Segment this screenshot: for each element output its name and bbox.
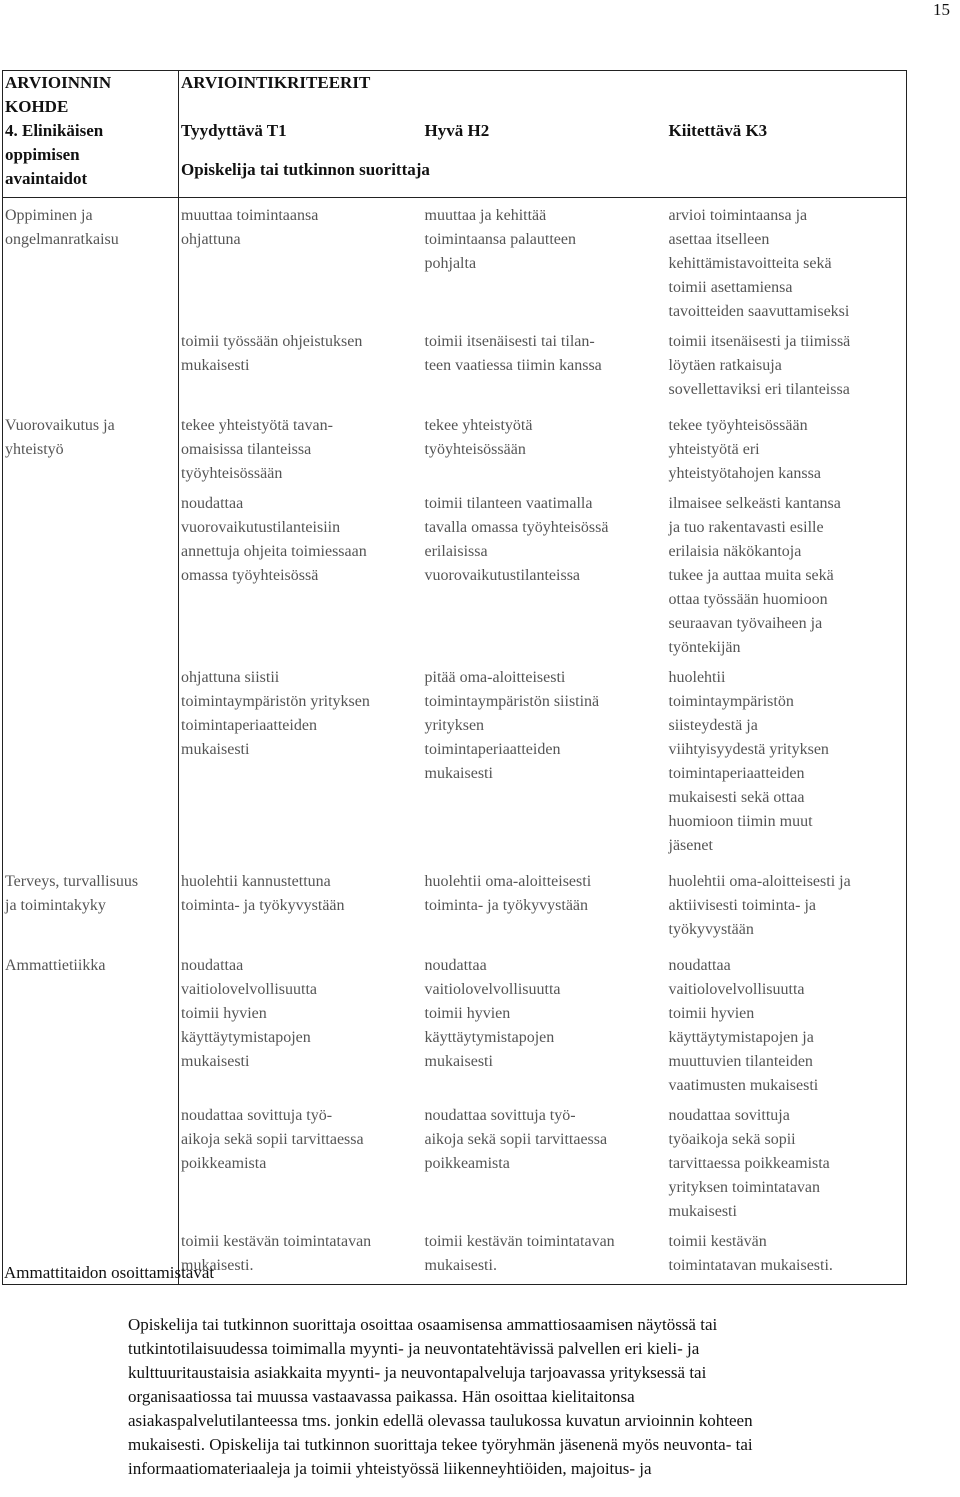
- criteria-line: vaitiolovelvollisuutta: [668, 981, 805, 998]
- criteria-k3: [667, 408, 907, 492]
- assessment-target-label: [3, 864, 179, 948]
- criteria-line: toimii hyvien: [668, 1005, 755, 1022]
- criteria-line: erilaisia näkökantoja: [668, 543, 802, 560]
- level-header-3: Kiitettävä K3: [668, 121, 768, 140]
- criteria-h2: [423, 330, 667, 408]
- criteria-line: toimii itsenäisesti ja tiimissä: [668, 333, 851, 350]
- criteria-h2: [423, 408, 667, 492]
- criteria-k3: [667, 1230, 907, 1285]
- criteria-line: mukaisesti: [181, 741, 250, 758]
- criteria-line: tukee ja auttaa muita sekä: [668, 567, 834, 584]
- label-line: Oppiminen ja: [5, 207, 93, 224]
- criteria-line: mukaisesti: [181, 357, 250, 374]
- criteria-line: poikkeamista: [181, 1155, 267, 1172]
- criteria-line: toimintaansa palautteen: [424, 231, 576, 248]
- paragraph-line: kulttuuritaustaisia asiakkaita myynti- ja neuvontapalveluja tarjoavassa yrityksessä tai: [128, 1363, 707, 1382]
- criteria-line: noudattaa: [181, 495, 244, 512]
- criteria-line: toimintaperiaatteiden: [424, 741, 561, 758]
- criteria-line: yhteistyötä eri: [668, 441, 760, 458]
- criteria-line: ottaa työssään huomioon: [668, 591, 828, 608]
- criteria-line: toimintatavan mukaisesti.: [668, 1257, 833, 1274]
- assessment-target-header: [3, 71, 179, 120]
- paragraph-line: Opiskelija tai tutkinnon suorittaja osoittaa osaamisensa ammattiosaamisen näytössä tai: [128, 1315, 718, 1334]
- criteria-line: poikkeamista: [424, 1155, 510, 1172]
- criteria-line: toimii työssään ohjeistuksen: [181, 333, 363, 350]
- header-text: KOHDE: [5, 97, 69, 116]
- criteria-line: tekee yhteistyötä: [424, 417, 533, 434]
- assessment-target-label: [3, 198, 179, 409]
- criteria-line: ja tuo rakentavasti esille: [668, 519, 824, 536]
- criteria-k3: [667, 330, 907, 408]
- criteria-h2: [423, 492, 667, 666]
- header-row-1: [3, 71, 907, 120]
- criteria-line: mukaisesti: [668, 1203, 737, 1220]
- criteria-h2: [423, 1104, 667, 1230]
- criteria-line: toimintaympäristön: [668, 693, 794, 710]
- label-line: Ammattietiikka: [5, 957, 106, 974]
- criteria-h2: [423, 198, 667, 331]
- criteria-line: aktiivisesti toiminta- ja: [668, 897, 817, 914]
- criteria-k3: [667, 948, 907, 1104]
- criteria-line: mukaisesti.: [424, 1257, 497, 1274]
- criteria-line: pohjalta: [424, 255, 477, 272]
- label-line: Vuorovaikutus ja: [5, 417, 115, 434]
- criteria-line: toimii tilanteen vaatimalla: [424, 495, 593, 512]
- footer-heading: Ammattitaidon osoittamistavat: [4, 1263, 215, 1282]
- criteria-row: [3, 408, 907, 492]
- criteria-line: noudattaa: [181, 957, 244, 974]
- header-row-2: [3, 119, 907, 158]
- criteria-line: toiminta- ja työkyvystään: [424, 897, 589, 914]
- criteria-line: yhteistyötahojen kanssa: [668, 465, 821, 482]
- criteria-line: muuttaa ja kehittää: [424, 207, 547, 224]
- criteria-t1: [179, 948, 423, 1104]
- criteria-k3: [667, 666, 907, 864]
- criteria-line: käyttäytymistapojen: [424, 1029, 555, 1046]
- assessment-target-label: [3, 948, 179, 1285]
- label-line: ja toimintakyky: [5, 897, 106, 914]
- criteria-line: huolehtii kannustettuna: [181, 873, 331, 890]
- criteria-t1: [179, 666, 423, 864]
- criteria-line: omassa työyhteisössä: [181, 567, 319, 584]
- criteria-line: työntekijän: [668, 639, 741, 656]
- criteria-h2: [423, 1230, 667, 1285]
- criteria-line: vaatimusten mukaisesti: [668, 1077, 819, 1094]
- criteria-line: yrityksen: [424, 717, 485, 734]
- section-line: oppimisen: [5, 145, 80, 164]
- paragraph-line: organisaatiossa tai muussa vastaavassa paikassa. Hän osoittaa kielitaitonsa: [128, 1387, 635, 1406]
- criteria-line: sovellettaviksi eri tilanteissa: [668, 381, 850, 398]
- criteria-line: jäsenet: [668, 837, 713, 854]
- paragraph-line: asiakaspalvelutilanteessa tms. jonkin edellä olevassa taulukossa kuvatun arvioinnin kohteen: [128, 1411, 753, 1430]
- criteria-line: huolehtii: [668, 669, 726, 686]
- criteria-k3: [667, 1104, 907, 1230]
- criteria-line: noudattaa sovittuja työ-: [424, 1107, 576, 1124]
- label-line: yhteistyö: [5, 441, 64, 458]
- section-line: 4. Elinikäisen: [5, 121, 104, 140]
- criteria-line: toimintaympäristön siistinä: [424, 693, 600, 710]
- criteria-line: yrityksen toimintatavan: [668, 1179, 821, 1196]
- criteria-line: tavoitteiden saavuttamiseksi: [668, 303, 850, 320]
- criteria-line: toiminta- ja työkyvystään: [181, 897, 345, 914]
- criteria-line: kehittämistavoitteita sekä: [668, 255, 832, 272]
- criteria-t1: [179, 1104, 423, 1230]
- criteria-line: toimii hyvien: [424, 1005, 511, 1022]
- criteria-t1: [179, 492, 423, 666]
- section-title: [3, 119, 179, 198]
- criteria-t1: [179, 330, 423, 408]
- criteria-line: noudattaa: [424, 957, 487, 974]
- criteria-line: muuttuvien tilanteiden: [668, 1053, 813, 1070]
- criteria-line: mukaisesti: [181, 1053, 250, 1070]
- criteria-line: teen vaatiessa tiimin kanssa: [424, 357, 602, 374]
- section-line: avaintaidot: [5, 169, 88, 188]
- criteria-line: vaitiolovelvollisuutta: [424, 981, 561, 998]
- criteria-line: viihtyisyydestä yrityksen: [668, 741, 829, 758]
- page-number: 15: [933, 0, 950, 19]
- criteria-line: siisteydestä ja: [668, 717, 758, 734]
- criteria-line: pitää oma-aloitteisesti: [424, 669, 566, 686]
- criteria-line: mukaisesti.: [181, 1257, 254, 1274]
- criteria-line: aikoja sekä sopii tarvittaessa: [181, 1131, 364, 1148]
- criteria-line: käyttäytymistapojen: [181, 1029, 311, 1046]
- criteria-line: huomioon tiimin muut: [668, 813, 813, 830]
- criteria-line: ohjattuna siistii: [181, 669, 280, 686]
- criteria-line: löytäen ratkaisuja: [668, 357, 782, 374]
- criteria-line: ilmaisee selkeästi kantansa: [668, 495, 841, 512]
- criteria-t1: [179, 408, 423, 492]
- criteria-line: noudattaa sovittuja työ-: [181, 1107, 333, 1124]
- criteria-h2: [423, 948, 667, 1104]
- criteria-line: tarvittaessa poikkeamista: [668, 1155, 830, 1172]
- criteria-line: huolehtii oma-aloitteisesti: [424, 873, 592, 890]
- assessment-target-label: [3, 408, 179, 864]
- assessment-criteria-table: [2, 70, 907, 1285]
- criteria-line: toimintaympäristön yrityksen: [181, 693, 370, 710]
- footer-paragraph: [128, 1313, 948, 1481]
- criteria-line: toimii kestävän toimintatavan: [424, 1233, 615, 1250]
- criteria-line: noudattaa sovittuja: [668, 1107, 790, 1124]
- criteria-line: mukaisesti: [424, 1053, 493, 1070]
- criteria-line: vaitiolovelvollisuutta: [181, 981, 317, 998]
- criteria-line: muuttaa toimintaansa: [181, 207, 319, 224]
- criteria-line: työyhteisössään: [181, 465, 283, 482]
- criteria-line: aikoja sekä sopii tarvittaessa: [424, 1131, 608, 1148]
- criteria-line: mukaisesti: [424, 765, 493, 782]
- criteria-line: tekee yhteistyötä tavan-: [181, 417, 333, 434]
- criteria-line: mukaisesti sekä ottaa: [668, 789, 805, 806]
- criteria-line: asettaa itselleen: [668, 231, 770, 248]
- criteria-k3: [667, 492, 907, 666]
- criteria-line: omaisissa tilanteissa: [181, 441, 312, 458]
- criteria-line: käyttäytymistapojen ja: [668, 1029, 814, 1046]
- criteria-line: toimii asettamiensa: [668, 279, 793, 296]
- criteria-h2: [423, 666, 667, 864]
- label-line: ongelmanratkaisu: [5, 231, 119, 248]
- criteria-line: toimii itsenäisesti tai tilan-: [424, 333, 595, 350]
- paragraph-line: informaatiomateriaaleja ja toimii yhteistyössä liikenneyhtiöiden, majoitus- ja: [128, 1459, 652, 1478]
- criteria-row: [3, 948, 907, 1104]
- criteria-t1: [179, 198, 423, 331]
- criteria-k3: [667, 198, 907, 331]
- criteria-line: toimii kestävän toimintatavan: [181, 1233, 372, 1250]
- level-header-2: Hyvä H2: [424, 121, 490, 140]
- criteria-t1: [179, 864, 423, 948]
- criteria-row: [3, 864, 907, 948]
- criteria-line: annettuja ohjeita toimiessaan: [181, 543, 367, 560]
- criteria-line: erilaisissa: [424, 543, 488, 560]
- criteria-k3: [667, 864, 907, 948]
- level-header-1: Tyydyttävä T1: [181, 121, 287, 140]
- criteria-line: vuorovaikutustilanteisiin: [181, 519, 341, 536]
- criteria-line: tavalla omassa työyhteisössä: [424, 519, 609, 536]
- criteria-title: ARVIOINTIKRITEERIT: [181, 73, 371, 92]
- criteria-line: tekee työyhteisössään: [668, 417, 808, 434]
- criteria-t1: [179, 1230, 423, 1285]
- paragraph-line: mukaisesti. Opiskelija tai tutkinnon suorittaja tekee työryhmän jäsenenä myös neuvonta- tai: [128, 1435, 753, 1454]
- criteria-line: vuorovaikutustilanteissa: [424, 567, 581, 584]
- criteria-line: työkyvystään: [668, 921, 754, 938]
- criteria-line: seuraavan työvaiheen ja: [668, 615, 823, 632]
- criteria-line: noudattaa: [668, 957, 731, 974]
- criteria-h2: [423, 864, 667, 948]
- criteria-line: huolehtii oma-aloitteisesti ja: [668, 873, 851, 890]
- header-text: ARVIOINNIN: [5, 73, 112, 92]
- paragraph-line: tutkintotilaisuudessa toimimalla myynti- ja neuvontatehtävissä palvellen eri kieli- ja: [128, 1339, 700, 1358]
- criteria-line: toimintaperiaatteiden: [668, 765, 805, 782]
- label-line: Terveys, turvallisuus: [5, 873, 139, 890]
- criteria-line: työyhteisössään: [424, 441, 526, 458]
- criteria-line: toimii hyvien: [181, 1005, 267, 1022]
- subject-header: Opiskelija tai tutkinnon suorittaja: [179, 158, 907, 198]
- criteria-line: arvioi toimintaansa ja: [668, 207, 808, 224]
- criteria-line: ohjattuna: [181, 231, 241, 248]
- criteria-line: työaikoja sekä sopii: [668, 1131, 796, 1148]
- criteria-row: [3, 198, 907, 331]
- criteria-line: toimii kestävän: [668, 1233, 767, 1250]
- criteria-line: toimintaperiaatteiden: [181, 717, 317, 734]
